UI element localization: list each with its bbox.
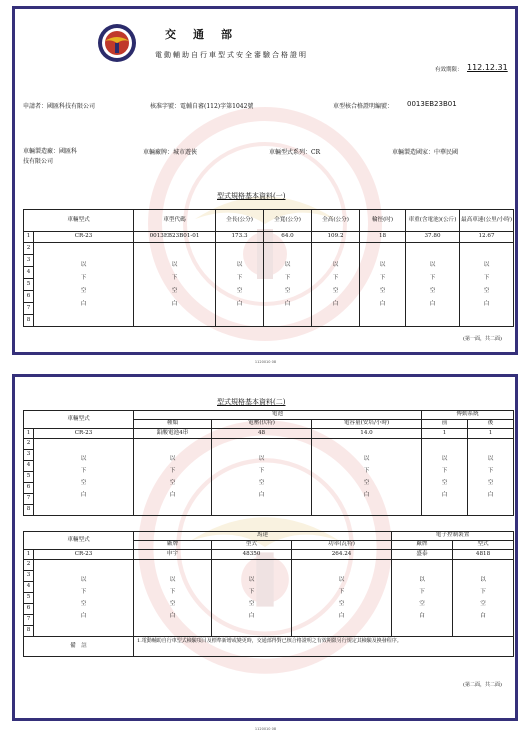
blank-text-char: 以 <box>419 577 425 583</box>
header-front: 前 <box>422 420 468 429</box>
cell-motor-brand: 申宇 <box>134 550 212 560</box>
row-number: 5 <box>24 279 34 291</box>
country-field: 車輛製造國家：中華民國 <box>392 149 459 156</box>
blank-text-char: 白 <box>419 613 425 619</box>
row-number: 7 <box>24 615 34 626</box>
blank-text-char: 下 <box>338 589 345 595</box>
blank-text-char: 下 <box>429 274 436 281</box>
blank-cell <box>468 439 514 516</box>
remark-label: 備 註 <box>24 637 134 657</box>
blank-text-char: 以 <box>363 456 370 462</box>
header-capacity: 電容量(安培/小時) <box>312 420 422 429</box>
row-number: 3 <box>24 255 34 267</box>
header-wheel: 輪徑(吋) <box>360 210 406 232</box>
blank-text-char: 以 <box>483 261 490 268</box>
row-number: 4 <box>24 582 34 593</box>
section-title-2: 型式規格基本資料(二) <box>217 398 286 406</box>
cell-front: 1 <box>422 429 468 439</box>
blank-text-char: 下 <box>332 274 339 281</box>
blank-cell <box>212 560 292 637</box>
cert-number-label: 車型核合格證明編號： <box>333 103 394 110</box>
blank-text-char: 以 <box>80 261 87 268</box>
header-vehicle-model: 車輛型式 <box>24 210 134 232</box>
blank-cell <box>34 439 134 516</box>
blank-text-char: 空 <box>332 287 339 294</box>
blank-text-char: 空 <box>258 480 265 486</box>
row-number: 5 <box>24 472 34 483</box>
cell-voltage: 48 <box>212 429 312 439</box>
series-field: 車輛型式系列：CR <box>269 149 321 156</box>
row-number: 3 <box>24 450 34 461</box>
blank-text-char: 下 <box>169 468 176 474</box>
blank-text-char: 下 <box>483 274 490 281</box>
blank-text-char: 下 <box>80 589 87 595</box>
applicant-field: 申請者：國匯科技有限公司 <box>23 103 96 110</box>
blank-text-char: 空 <box>80 480 87 486</box>
blank-cell <box>264 243 312 327</box>
cell-weight: 37.80 <box>406 232 460 243</box>
cell-wheel: 18 <box>360 232 406 243</box>
blank-text-char: 下 <box>80 274 87 281</box>
certificate-page-1 <box>12 6 518 355</box>
header-vehicle-model: 車輛型式 <box>24 532 134 550</box>
header-model-code: 車型代碼 <box>134 210 216 232</box>
blank-cell <box>212 439 312 516</box>
cell-power: 264.24 <box>292 550 392 560</box>
blank-cell <box>460 243 514 327</box>
row-number: 7 <box>24 494 34 505</box>
row-number: 5 <box>24 593 34 604</box>
page-note-1: (第一面，共二面) <box>463 336 502 342</box>
blank-cell <box>34 243 134 327</box>
blank-cell <box>312 439 422 516</box>
row-number: 1 <box>24 429 34 439</box>
blank-text-char: 以 <box>248 577 255 583</box>
blank-text-char: 空 <box>483 287 490 294</box>
blank-text-char: 白 <box>236 300 243 307</box>
blank-text-char: 空 <box>441 480 448 486</box>
spec-table-2b <box>23 531 514 657</box>
blank-text-char: 下 <box>80 468 87 474</box>
cell-height: 109.2 <box>312 232 360 243</box>
blank-text-char: 以 <box>429 261 436 268</box>
footer-code-2: 1120010 08 <box>254 727 277 731</box>
blank-text-char: 以 <box>169 456 176 462</box>
blank-text-char: 下 <box>258 468 265 474</box>
row-number: 8 <box>24 626 34 637</box>
blank-text-char: 白 <box>169 492 176 498</box>
header-battery-type: 種類 <box>134 420 212 429</box>
spec-table-2a <box>23 410 514 516</box>
blank-text-char: 下 <box>236 274 243 281</box>
blank-text-char: 白 <box>332 300 339 307</box>
cell-rear: 1 <box>468 429 514 439</box>
blank-text-char: 空 <box>480 601 486 607</box>
blank-text-char: 白 <box>80 492 87 498</box>
blank-text-char: 空 <box>284 287 291 294</box>
row-number: 4 <box>24 461 34 472</box>
remark-text: 1.電動輔助自行車型式檢驗項目及標準新增或變更時，交通部得對已核合格證明之有效期限另行規定其檢驗及換發程序。 <box>134 637 514 657</box>
blank-text-char: 白 <box>441 492 448 498</box>
blank-text-char: 以 <box>480 577 486 583</box>
blank-text-char: 白 <box>429 300 436 307</box>
header-controller: 電子控制裝置 <box>392 532 514 541</box>
footer-code-1: 1120010 08 <box>254 360 277 364</box>
header-motor: 馬達 <box>134 532 392 541</box>
cert-number: 0013EB23B01 <box>407 100 457 108</box>
blank-text-char: 以 <box>332 261 339 268</box>
spec-table-1 <box>23 209 514 327</box>
certificate-page-2 <box>12 374 518 721</box>
blank-text-char: 下 <box>441 468 448 474</box>
cell-speed: 12.67 <box>460 232 514 243</box>
blank-text-char: 白 <box>483 300 490 307</box>
blank-text-char: 以 <box>80 456 87 462</box>
header-rear: 後 <box>468 420 514 429</box>
blank-text-char: 空 <box>236 287 243 294</box>
header-height: 全高(公分) <box>312 210 360 232</box>
blank-cell <box>34 560 134 637</box>
blank-text-char: 以 <box>171 261 178 268</box>
header-voltage: 電壓(伏特) <box>212 420 312 429</box>
table-row <box>24 232 514 243</box>
cell-motor-model: 48350 <box>212 550 292 560</box>
table-row <box>24 550 514 560</box>
blank-text-char: 空 <box>80 287 87 294</box>
header-length: 全長(公分) <box>216 210 264 232</box>
header-width: 全寬(公分) <box>264 210 312 232</box>
certificate-subtitle: 電動輔助自行車型式安全審驗合格證明 <box>155 51 308 59</box>
blank-text-char: 下 <box>248 589 255 595</box>
cell-model: CR-23 <box>34 232 134 243</box>
blank-text-char: 下 <box>480 589 486 595</box>
cell-controller-model: 4818 <box>453 550 514 560</box>
blank-text-char: 空 <box>487 480 494 486</box>
blank-text-char: 空 <box>169 480 176 486</box>
blank-text-char: 空 <box>248 601 255 607</box>
blank-text-char: 下 <box>487 468 494 474</box>
blank-text-char: 白 <box>284 300 291 307</box>
header-motor-model: 型式 <box>212 541 292 550</box>
blank-text-char: 下 <box>169 589 176 595</box>
blank-text-char: 下 <box>363 468 370 474</box>
blank-text-char: 白 <box>487 492 494 498</box>
blank-text-char: 以 <box>169 577 176 583</box>
blank-text-char: 空 <box>338 601 345 607</box>
header-battery: 電池 <box>134 411 422 420</box>
blank-text-char: 白 <box>169 613 176 619</box>
header-vehicle-model: 車輛型式 <box>24 411 134 429</box>
row-number: 8 <box>24 315 34 327</box>
blank-text-char: 以 <box>80 577 87 583</box>
validity-date: 112.12.31 <box>467 63 508 72</box>
blank-text-char: 白 <box>258 492 265 498</box>
blank-text-char: 下 <box>284 274 291 281</box>
cell-length: 173.3 <box>216 232 264 243</box>
ministry-seal-icon <box>97 23 137 63</box>
cell-controller-brand: 盛泰 <box>392 550 453 560</box>
blank-text-char: 下 <box>171 274 178 281</box>
blank-text-char: 以 <box>441 456 448 462</box>
blank-text-char: 空 <box>429 287 436 294</box>
blank-cell <box>360 243 406 327</box>
row-number: 8 <box>24 505 34 516</box>
blank-text-char: 空 <box>171 287 178 294</box>
section-title-1: 型式規格基本資料(一) <box>217 192 286 200</box>
blank-cell <box>292 560 392 637</box>
blank-text-char: 空 <box>363 480 370 486</box>
blank-cell <box>216 243 264 327</box>
blank-cell <box>453 560 514 637</box>
page-note-2: (第二面，共二面) <box>463 682 502 688</box>
cell-battery-type: 鉛酸電池4串 <box>134 429 212 439</box>
row-number: 3 <box>24 571 34 582</box>
blank-text-char: 以 <box>379 261 386 268</box>
blank-text-char: 白 <box>480 613 486 619</box>
blank-cell <box>134 560 212 637</box>
cell-capacity: 14.0 <box>312 429 422 439</box>
blank-cell <box>422 439 468 516</box>
row-number: 2 <box>24 439 34 450</box>
header-power: 功率(瓦特) <box>292 541 392 550</box>
brand-field: 車輛廠牌：城市遊俠 <box>143 149 198 156</box>
row-number: 2 <box>24 243 34 255</box>
blank-cell <box>134 439 212 516</box>
row-number: 6 <box>24 291 34 303</box>
ministry-title: 交 通 部 <box>165 28 235 41</box>
blank-text-char: 白 <box>248 613 255 619</box>
cell-width: 64.0 <box>264 232 312 243</box>
blank-text-char: 以 <box>338 577 345 583</box>
header-speed: 最高車速(公里/小時) <box>460 210 514 232</box>
header-controller-brand: 廠牌 <box>392 541 453 550</box>
blank-text-char: 下 <box>419 589 425 595</box>
row-number: 1 <box>24 550 34 560</box>
blank-cell <box>406 243 460 327</box>
blank-text-char: 白 <box>80 613 87 619</box>
blank-text-char: 空 <box>419 601 425 607</box>
header-controller-model: 型式 <box>453 541 514 550</box>
blank-text-char: 以 <box>236 261 243 268</box>
row-number: 6 <box>24 604 34 615</box>
table-row <box>24 429 514 439</box>
row-number: 6 <box>24 483 34 494</box>
validity-label: 有效期限： <box>435 67 463 73</box>
blank-text-char: 下 <box>379 274 386 281</box>
blank-text-char: 以 <box>284 261 291 268</box>
blank-text-char: 白 <box>379 300 386 307</box>
approval-number-field: 核准字號：電輔自審(112)字第1042號 <box>150 103 254 110</box>
blank-text-char: 白 <box>80 300 87 307</box>
header-motor-brand: 廠牌 <box>134 541 212 550</box>
blank-cell <box>134 243 216 327</box>
blank-text-char: 以 <box>487 456 494 462</box>
blank-text-char: 空 <box>379 287 386 294</box>
cell-model: CR-23 <box>34 550 134 560</box>
blank-cell <box>392 560 453 637</box>
manufacturer-field: 車輛製造廠：國匯科技有限公司 <box>23 148 78 165</box>
row-number: 4 <box>24 267 34 279</box>
blank-text-char: 白 <box>363 492 370 498</box>
blank-text-char: 白 <box>171 300 178 307</box>
cell-code: 0013EB23B01-01 <box>134 232 216 243</box>
row-number: 2 <box>24 560 34 571</box>
cell-model: CR-23 <box>34 429 134 439</box>
header-drive: 傳動系統 <box>422 411 514 420</box>
row-number: 7 <box>24 303 34 315</box>
blank-text-char: 空 <box>169 601 176 607</box>
blank-text-char: 以 <box>258 456 265 462</box>
blank-text-char: 空 <box>80 601 87 607</box>
blank-cell <box>312 243 360 327</box>
row-number: 1 <box>24 232 34 243</box>
blank-text-char: 白 <box>338 613 345 619</box>
header-weight: 車重(含電池)(公斤) <box>406 210 460 232</box>
